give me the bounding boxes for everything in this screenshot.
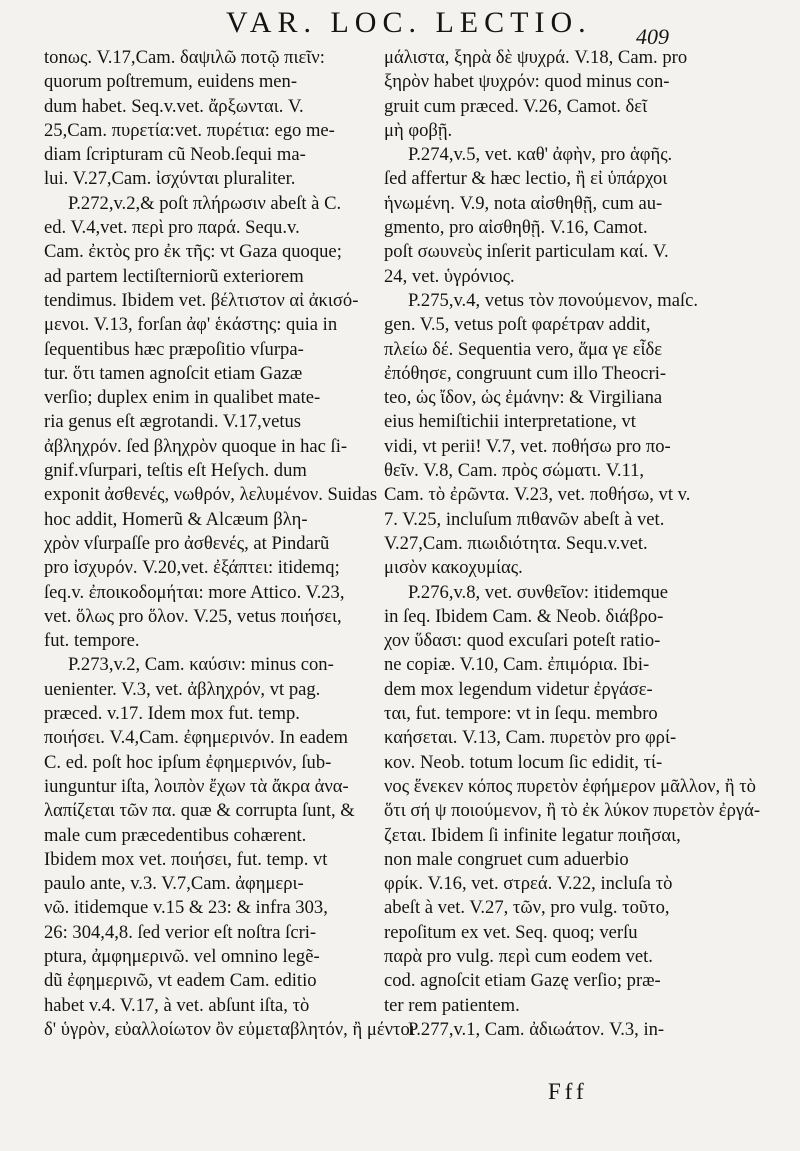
right-column — [384, 46, 761, 1042]
paragraph — [44, 46, 357, 192]
text-line: μενοι. V.13, forſan ἀφ' ἑκάστης: quia in — [44, 314, 338, 336]
text-line: χρὸν vſurpaſſe pro ἀσθενές, at Pindarũ — [44, 532, 330, 554]
text-line: Cam. τὸ ἐρῶντα. V.23, vet. ποθήσω, vt v. — [384, 484, 691, 506]
text-line: gruit cum præced. V.26, Camot. δεῖ — [384, 95, 648, 117]
text-line: 7. V.25, incluſum πιθανῶν abeſt à vet. — [384, 508, 665, 530]
text-line: C. ed. poſt hoc ipſum ἐφημερινόν, ſub- — [44, 751, 332, 773]
text-line: νῶ. itidemque v.15 & 23: & infra 303, — [44, 897, 328, 919]
text-line: κον. Neob. totum locum ſic edidit, τί- — [384, 751, 663, 773]
text-line: Ibidem mox vet. ποιήσει, fut. temp. vt — [44, 848, 328, 870]
running-head: VAR. LOC. LECTIO. — [226, 6, 592, 39]
text-line: eius hemiſtichii interpretatione, vt — [384, 411, 636, 433]
text-line: ſeq.v. ἐποικοδομήται: more Attico. V.23, — [44, 581, 345, 603]
text-line: dum habet. Seq.v.vet. ἄρξωνται. V. — [44, 95, 304, 117]
text-line: ne copiæ. V.10, Cam. ἐπιμόρια. Ibi- — [384, 654, 650, 676]
text-line: μὴ φοβῇ. — [384, 119, 453, 141]
text-line: pro ἰσχυρόν. V.20,vet. ἐξάπτει: itidemq; — [44, 557, 340, 579]
text-line: uenienter. V.3, vet. ἀβληχρόν, vt pag. — [44, 678, 321, 700]
text-line: dem mox legendum videtur ἐργάσε- — [384, 678, 653, 700]
text-line: ζεται. Ibidem ſi infinite legatur ποιῆσαι, — [384, 824, 681, 846]
text-line: πλείω δέ. Sequentia vero, ἅμα γε εἶδε — [384, 338, 663, 360]
text-line: diam ſcripturam cũ Neob.ſequi ma- — [44, 144, 306, 166]
text-line: νος ἕνεκεν κόπος πυρετὸν ἐφήμερον μᾶλλον, ἢ τὸ — [384, 775, 756, 797]
text-line: ſed affertur & hæc lectio, ἢ εἰ ὑπάρχοι — [384, 168, 668, 190]
paragraph — [44, 192, 378, 654]
text-line: φρίκ. V.16, vet. στρεά. V.22, incluſa τὸ — [384, 873, 673, 895]
signature-mark: Fff — [548, 1079, 588, 1104]
text-line: P.272,v.2,& poſt πλήρωσιν abeſt à C. — [68, 192, 342, 214]
paragraph — [384, 289, 699, 581]
text-line: 24, vet. ὑγρόνιος. — [384, 265, 515, 287]
text-line: χον ὕδασι: quod excuſari poteſt ratio- — [384, 630, 661, 652]
text-line: tonως. V.17,Cam. δαψιλῶ ποτῷ πιεῖν: — [44, 47, 325, 68]
text-line: tendimus. Ibidem vet. βέλτιστον αἰ ἀκισό- — [44, 289, 359, 311]
text-line: ad partem lectiſterniorũ exteriorem — [44, 265, 304, 287]
text-line: P.276,v.8, vet. συνθεῖον: itidemque — [408, 581, 669, 603]
text-line: ed. V.4,vet. περὶ pro παρά. Sequ.v. — [44, 217, 300, 239]
paragraph — [44, 653, 415, 1042]
text-line: ἐπόθησε, congruunt cum illo Theocri- — [384, 362, 667, 384]
text-line: cod. agnoſcit etiam Gazę verſio; præ- — [384, 970, 661, 992]
left-column — [44, 46, 415, 1042]
text-line: ter rem patientem. — [384, 994, 520, 1016]
text-line: paulo ante, v.3. V.7,Cam. ἀφημερι- — [44, 873, 304, 895]
text-line: ria genus eſt ægrotandi. V.17,vetus — [44, 411, 302, 433]
text-line: iunguntur iſta, λοιπὸν ἔχων τὰ ἄκρα ἀνα- — [44, 775, 349, 797]
text-line: ἡνωμένη. V.9, nota αἰσθηθῇ, cum au- — [384, 192, 663, 214]
text-line: θεῖν. V.8, Cam. πρὸς σώματι. V.11, — [384, 460, 645, 482]
text-line: præced. v.17. Idem mox fut. temp. — [44, 703, 300, 725]
text-line: dũ ἐφημερινῶ, vt eadem Cam. editio — [44, 970, 317, 992]
text-line: abeſt à vet. V.27, τῶν, pro vulg. τοῦτο, — [384, 897, 670, 919]
text-line: tur. ὅτι tamen agnoſcit etiam Gazæ — [44, 362, 303, 384]
text-line: fut. tempore. — [44, 630, 140, 652]
text-line: λαπίζεται τῶν πα. quæ & corrupta ſunt, & — [44, 800, 355, 822]
text-line: μισὸν κακοχυμίας. — [384, 557, 523, 579]
text-line: P.274,v.5, vet. καθ' ἀφὴν, pro ἁφῆς. — [408, 144, 673, 166]
text-line: gen. V.5, vetus poſt φαρέτραν addit, — [384, 314, 651, 336]
paragraph — [384, 1018, 672, 1042]
text-line: ſequentibus hæc præpoſitio vſurpa- — [44, 338, 304, 360]
text-line: lui. V.27,Cam. ἰσχύνται pluraliter. — [44, 168, 296, 190]
text-line: male cum præcedentibus cohærent. — [44, 824, 307, 846]
paragraph — [384, 46, 688, 143]
text-line: μάλιστα, ξηρὰ δὲ ψυχρά. V.18, Cam. pro — [384, 47, 688, 68]
text-line: quorum poſtremum, euidens men- — [44, 71, 298, 93]
text-line: hoc addit, Homerũ & Alcæum βλη- — [44, 508, 308, 530]
text-line: P.275,v.4, vetus τὸν πονούμενον, maſc. — [408, 289, 699, 311]
text-line: καήσεται. V.13, Cam. πυρετὸν pro φρί- — [384, 727, 677, 749]
text-line: vidi, vt perii! V.7, vet. ποθήσω pro πο- — [384, 435, 671, 457]
text-line: 25,Cam. πυρετία:vet. πυρέτια: ego me- — [44, 119, 335, 141]
text-line: ptura, ἀμφημερινῶ. vel omnino legẽ- — [44, 945, 320, 967]
text-line: ποιήσει. V.4,Cam. ἐφημερινόν. In eadem — [44, 727, 348, 749]
text-line: habet v.4. V.17, à vet. abſunt iſta, τὸ — [44, 994, 310, 1016]
text-line: poſt σωυνεὺς inſerit particulam καί. V. — [384, 241, 669, 263]
text-line: verſio; duplex enim in qualibet mate- — [44, 387, 321, 409]
page-header — [0, 6, 800, 50]
text-line: exponit ἀσθενές, νωθρόν, λελυμένον. Suidas — [44, 484, 378, 506]
text-line: vet. ὅλως pro ὅλον. V.25, vetus ποιήσει, — [44, 605, 342, 627]
page-number: 409 — [636, 24, 669, 49]
text-line: P.277,v.1, Cam. ἀδιωάτον. V.3, in- — [408, 1018, 665, 1040]
text-line: in ſeq. Ibidem Cam. & Neob. διάβρο- — [384, 605, 664, 627]
paragraph — [384, 581, 761, 1018]
text-line: V.27,Cam. πιωιδιότητα. Sequ.v.vet. — [384, 532, 648, 554]
text-line: ὅτι σή ψ ποιούμενον, ἢ τὸ ἐκ λύκον πυρετὸν ἐργά- — [384, 800, 761, 822]
text-line: P.273,v.2, Cam. καύσιν: minus con- — [68, 654, 334, 676]
text-line: repoſitum ex vet. Seq. quoq; verſu — [384, 921, 638, 943]
text-line: ξηρὸν habet ψυχρόν: quod minus con- — [384, 71, 670, 93]
text-line: ται, fut. tempore: vt in ſequ. membro — [384, 703, 658, 725]
text-line: non male congruet cum aduerbio — [384, 848, 629, 870]
text-line: teo, ὡς ἴδον, ὡς ἐμάνην: & Virgiliana — [384, 387, 663, 409]
text-line: gnif.vſurpari, teſtis eſt Heſych. dum — [44, 460, 307, 482]
text-line: Cam. ἐκτὸς pro ἐκ τῆς: vt Gaza quoque; — [44, 241, 342, 263]
text-line: gmento, pro αἰσθηθῇ. V.16, Camot. — [384, 217, 648, 239]
text-line: 26: 304,4,8. ſed verior eſt noſtra ſcri- — [44, 921, 317, 943]
text-line: δ' ὑγρὸν, εὐαλλοίωτον ὂν εὐμεταβλητόν, ἢ μέντοι — [44, 1018, 415, 1040]
text-line: παρὰ pro vulg. περὶ cum eodem vet. — [384, 945, 653, 967]
text-line: ἀβληχρόν. ſed βληχρὸν quoque in hac ſi- — [44, 435, 348, 457]
paragraph — [384, 143, 672, 289]
